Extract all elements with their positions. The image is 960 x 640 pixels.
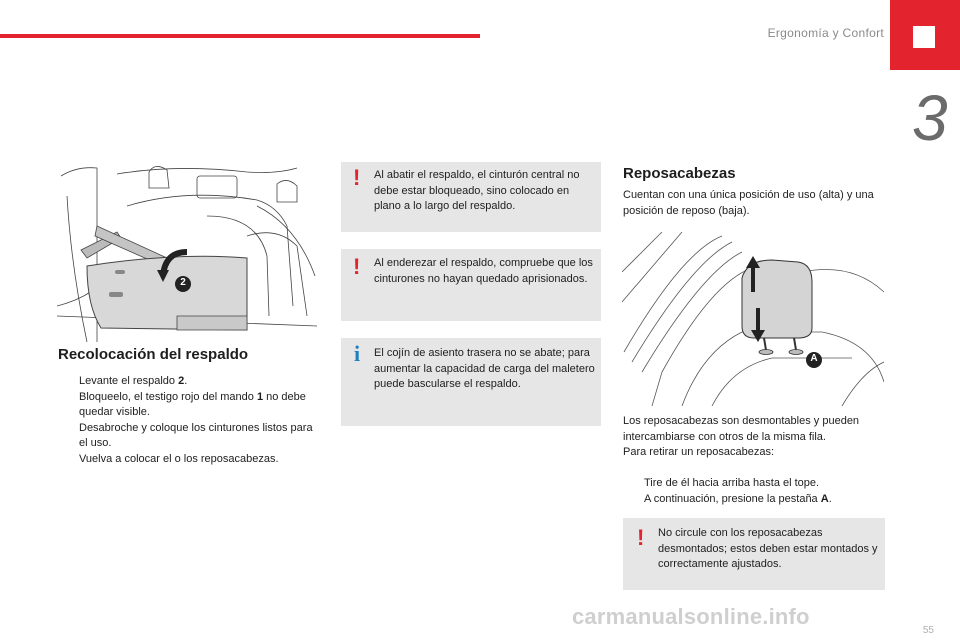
section-title: Ergonomía y Confort	[767, 26, 884, 40]
chapter-tab	[890, 0, 960, 70]
list-item: Tire de él hacia arriba hasta el tope.	[644, 477, 820, 489]
chapter-tab-square	[913, 26, 935, 48]
list-item: Vuelva a colocar el o los reposacabezas.	[79, 452, 279, 465]
list-item: Bloqueelo, el testigo rojo del mando 1 no debe quedar visible.	[79, 390, 306, 418]
warning-note-headrest: ! No circule con los reposacabezas desmontados; estos deben estar montados y correctamente ajustados.	[623, 518, 885, 590]
headrest-section-title: Reposacabezas	[623, 165, 736, 182]
watermark: carmanualsonline.info	[572, 604, 810, 629]
warning-icon: !	[353, 165, 361, 190]
page-number: 55	[922, 625, 934, 636]
info-note-seat-cushion: i El cojín de asiento trasera no se abate; para aumentar la capacidad de carga del maletero puede bascularse el respaldo.	[341, 338, 601, 426]
list-item: Levante el respaldo 2.	[79, 375, 188, 387]
info-icon: i	[354, 341, 361, 366]
warning-note-seatbelt-trapped: ! Al enderezar el respaldo, compruebe que los cinturones no hayan quedado aprisionados.	[341, 249, 601, 321]
warning-icon: !	[353, 254, 361, 279]
list-item: A continuación, presione la pestaña A.	[644, 492, 832, 505]
illustration-label-2: 2	[180, 277, 186, 288]
headrest-body: Los reposacabezas son desmontables y pueden intercambiarse con otros de la misma fila. Para retirar un reposacabezas:	[623, 415, 860, 458]
backrest-steps	[58, 374, 320, 467]
headrest-illustration	[622, 232, 884, 406]
chapter-number: 3	[912, 82, 948, 154]
headrest-intro: Cuentan con una única posición de uso (alta) y una posición de reposo (baja).	[623, 189, 874, 217]
warning-icon: !	[637, 525, 645, 550]
illustration-label-a: A	[810, 353, 818, 364]
warning-note-seatbelt-center: ! Al abatir el respaldo, el cinturón central no debe estar bloqueado, sino colocado en plano a lo largo del respaldo.	[341, 162, 601, 232]
backrest-section-title: Recolocación del respaldo	[58, 346, 249, 363]
list-item: Desabroche y coloque los cinturones listos para el uso.	[79, 421, 313, 449]
headrest-steps	[623, 476, 889, 507]
header-red-line	[0, 34, 480, 38]
backrest-illustration	[57, 166, 317, 342]
